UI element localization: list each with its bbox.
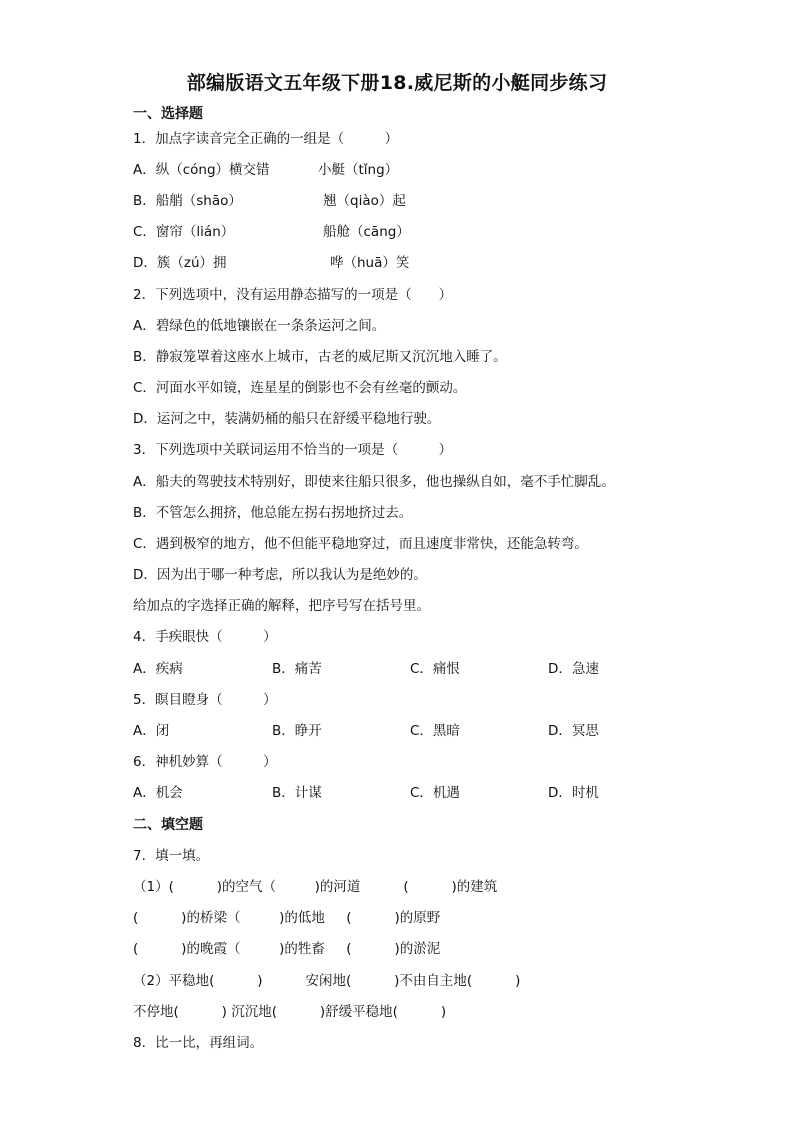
q2-option-c: C．河面水平如镜，连星星的倒影也不会有丝毫的颤动。 bbox=[133, 380, 467, 396]
instruction-text: 给加点的字选择正确的解释，把序号写在括号里。 bbox=[133, 598, 430, 614]
q1-option-d-right: 哗（huā）笑 bbox=[330, 255, 410, 271]
q1-option-a-right: 小艇（tǐng） bbox=[318, 162, 399, 178]
page-title: 部编版语文五年级下册18.威尼斯的小艇同步练习 bbox=[186, 72, 608, 94]
q1-option-d: D．簇（zú）拥 bbox=[133, 255, 227, 271]
section-heading-choice: 一、选择题 bbox=[133, 106, 203, 122]
q3-option-d: D．因为出于哪一种考虑，所以我认为是绝妙的。 bbox=[133, 567, 427, 583]
q4-stem: 4．手疾眼快（ ） bbox=[133, 629, 277, 645]
q6-option-d: D．时机 bbox=[548, 785, 599, 801]
q1-option-c: C．窗帘（lián） bbox=[133, 224, 235, 240]
q1-option-a: A．纵（cóng）横交错 bbox=[133, 162, 270, 178]
q6-option-c: C．机遇 bbox=[410, 785, 460, 801]
q3-option-c: C．遇到极窄的地方，他不但能平稳地穿过，而且速度非常快，还能急转弯。 bbox=[133, 536, 588, 552]
q6-option-a: A．机会 bbox=[133, 785, 183, 801]
q7-stem: 7．填一填。 bbox=[133, 848, 210, 864]
q8-stem: 8．比一比，再组词。 bbox=[133, 1035, 264, 1051]
q2-option-b: B．静寂笼罩着这座水上城市，古老的威尼斯又沉沉地入睡了。 bbox=[133, 349, 507, 365]
q4-option-c: C．痛恨 bbox=[410, 661, 460, 677]
q5-option-d: D．冥思 bbox=[548, 723, 599, 739]
q6-option-b: B．计谋 bbox=[272, 785, 322, 801]
q4-option-a: A．疾病 bbox=[133, 661, 183, 677]
q1-option-c-right: 船舱（cāng） bbox=[323, 224, 410, 240]
q4-option-d: D．急速 bbox=[548, 661, 599, 677]
q6-stem: 6．神机妙算（ ） bbox=[133, 754, 277, 770]
q7-row-2: ( )的桥梁（ )的低地 ( )的原野 bbox=[133, 910, 441, 926]
q2-option-d: D．运河之中，装满奶桶的船只在舒缓平稳地行驶。 bbox=[133, 411, 441, 427]
section-heading-fill: 二、填空题 bbox=[133, 817, 203, 833]
q5-option-c: C．黑暗 bbox=[410, 723, 460, 739]
q1-stem: 1．加点字读音完全正确的一组是（ ） bbox=[133, 131, 399, 147]
q7-row-3: ( )的晚霞（ )的牲畜 ( )的淤泥 bbox=[133, 941, 441, 957]
q2-stem: 2．下列选项中，没有运用静态描写的一项是（ ） bbox=[133, 287, 453, 303]
q3-stem: 3．下列选项中关联词运用不恰当的一项是（ ） bbox=[133, 442, 453, 458]
q1-option-b-right: 翘（qiào）起 bbox=[323, 193, 406, 209]
q3-option-a: A．船夫的驾驶技术特别好，即使来往船只很多，他也操纵自如，毫不手忙脚乱。 bbox=[133, 474, 615, 490]
q1-option-b: B．船艄（shāo） bbox=[133, 193, 242, 209]
q5-option-a: A．闭 bbox=[133, 723, 170, 739]
q7-row-4: （2）平稳地( ) 安闲地( )不由自主地( ) bbox=[133, 973, 521, 989]
q5-stem: 5．瞑目瞪身（ ） bbox=[133, 692, 277, 708]
q4-option-b: B．痛苦 bbox=[272, 661, 322, 677]
q7-row-1: （1）( )的空气（ )的河道 ( )的建筑 bbox=[133, 879, 498, 895]
q3-option-b: B．不管怎么拥挤，他总能左拐右拐地挤过去。 bbox=[133, 505, 413, 521]
q2-option-a: A．碧绿色的低地镶嵌在一条条运河之间。 bbox=[133, 318, 386, 334]
q7-row-5: 不停地( ) 沉沉地( )舒缓平稳地( ) bbox=[133, 1004, 447, 1020]
q5-option-b: B．睁开 bbox=[272, 723, 322, 739]
